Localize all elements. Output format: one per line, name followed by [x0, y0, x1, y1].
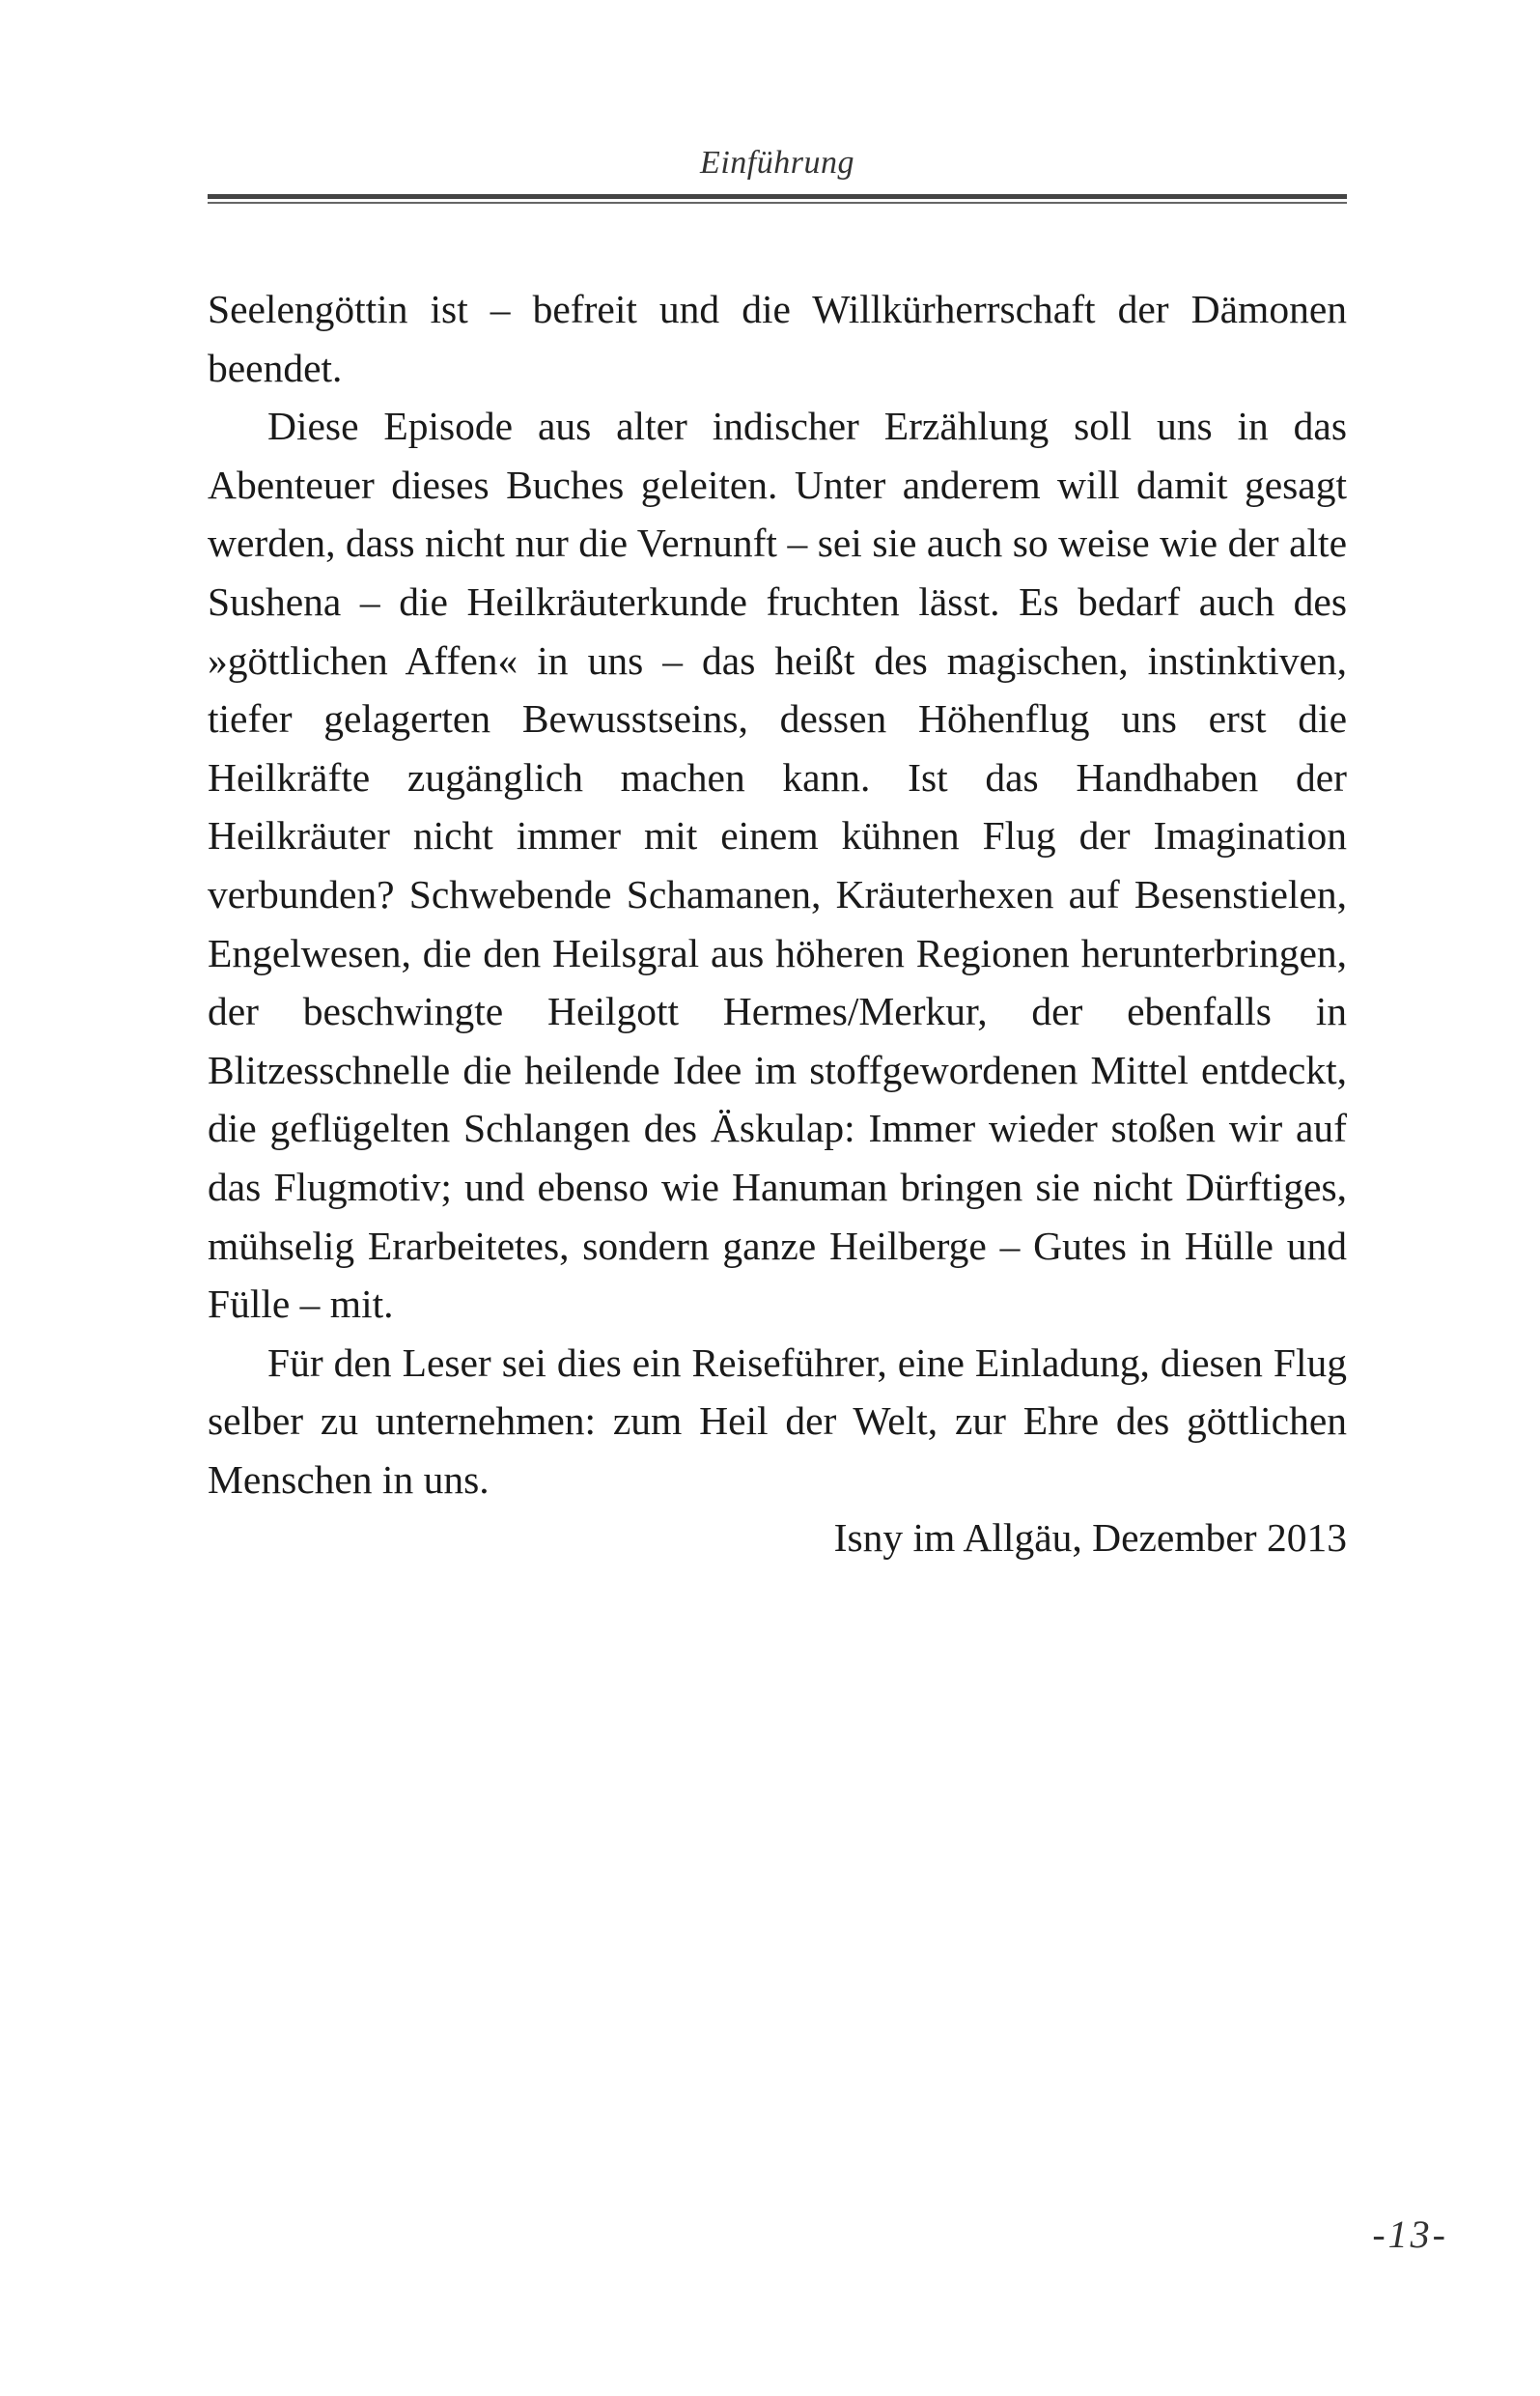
running-header: Einführung	[700, 145, 854, 181]
place-date: Isny im Allgäu, Dezember 2013	[833, 1515, 1347, 1561]
body-text	[208, 280, 1347, 1567]
header-rule-thick-line	[208, 194, 1347, 199]
header-rule	[208, 194, 1347, 206]
page-number: -13-	[1372, 2213, 1448, 2256]
paragraph-continuation: Seelengöttin ist – befreit und die Willkürherrschaft der Dämonen beendet.	[208, 287, 1347, 390]
paragraph-episode: Diese Episode aus alter indischer Erzählung soll uns in das Abenteuer dieses Buches geleiten. Unter anderem will damit gesagt werden, dass nicht nur die Vernunft – sei sie auch so weise wie der alte Sushena – die Heilkräuterkunde fruchten lässt. Es bedarf auch des »göttlichen Affen« in uns – das heißt des magischen, instinktiven, tiefer gelagerten Bewusstseins, dessen Höhenflug uns erst die Heilkräfte zugänglich machen kann. Ist das Handhaben der Heilkräuter nicht immer mit einem kühnen Flug der Imagination verbunden? Schwebende Schamanen, Kräuterhexen auf Besenstielen, Engelwesen, die den Heilsgral aus höheren Regionen herunterbringen, der beschwingte Heilgott Hermes/Merkur, der ebenfalls in Blitzesschnelle die heilende Idee im stoffgewordenen Mittel entdeckt, die geflügelten Schlangen des Äskulap: Immer wieder stoßen wir auf das Flugmotiv; und ebenso wie Hanuman bringen sie nicht Dürftiges, mühselig Erarbeitetes, sondern ganze Heilberge – Gutes in Hülle und Fülle – mit.	[208, 404, 1347, 1327]
paragraph-reader: Für den Leser sei dies ein Reiseführer, eine Einladung, diesen Flug selber zu unternehmen: zum Heil der Welt, zur Ehre des göttlichen Menschen in uns.	[208, 1339, 1347, 1502]
header-rule-thin-line	[208, 202, 1347, 204]
